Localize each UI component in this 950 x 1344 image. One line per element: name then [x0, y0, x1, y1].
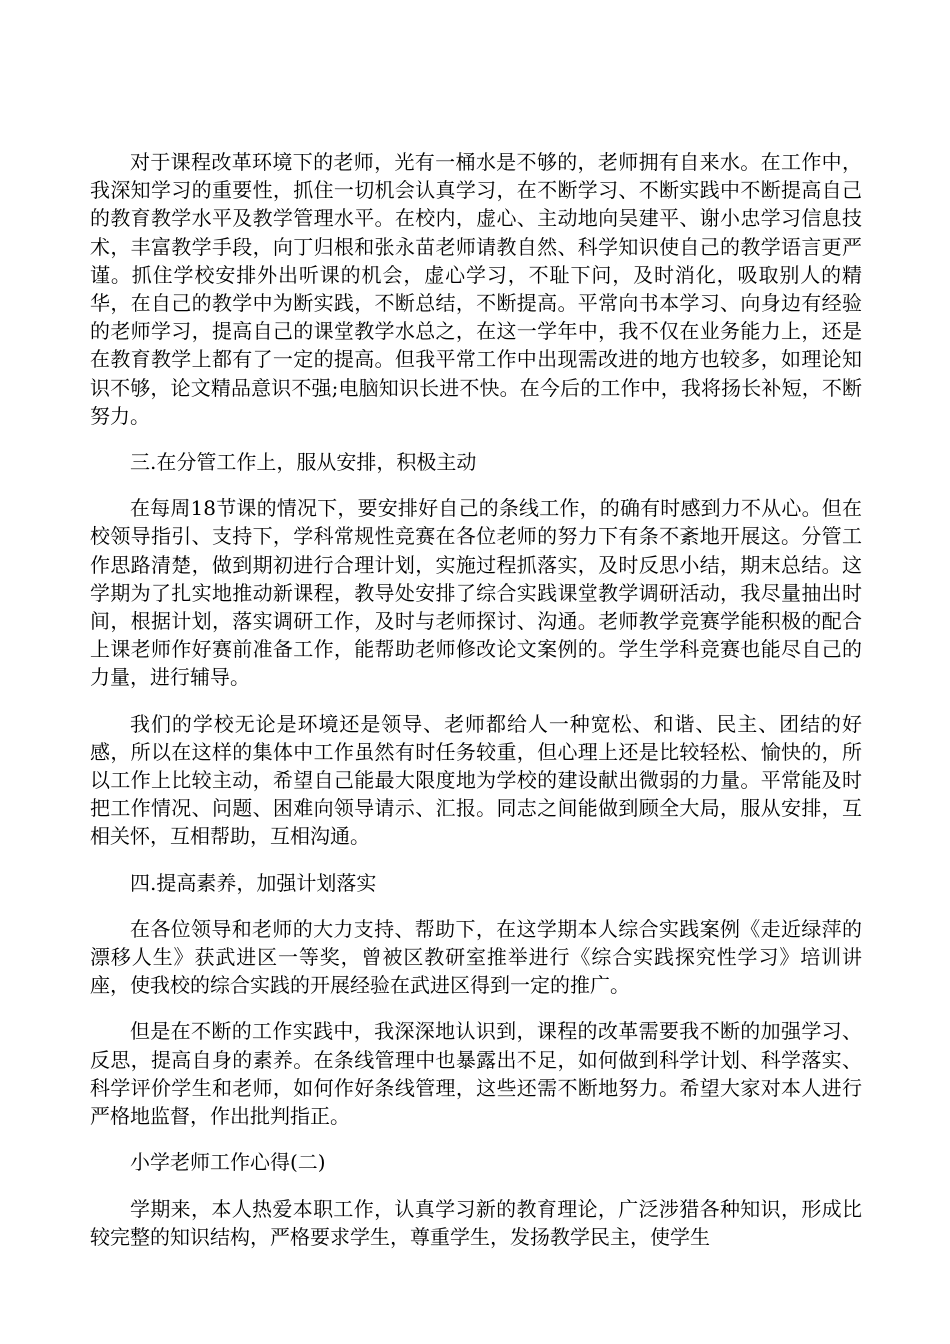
paragraph-award: 在各位领导和老师的大力支持、帮助下，在这学期本人综合实践案例《走近绿萍的漂移人生》获武进区一等奖，曾被区教研室推举进行《综合实践探究性学习》培训讲座，使我校的综合实践的开展经验在武进区得到一定的推广。	[90, 916, 862, 998]
paragraph-semester: 学期来，本人热爱本职工作，认真学习新的教育理论，广泛涉猎各种知识，形成比较完整的知识结构，严格要求学生，尊重学生，发扬教学民主，使学生	[90, 1196, 862, 1249]
section-heading-3: 三.在分管工作上，服从安排，积极主动	[130, 450, 477, 475]
document-body	[90, 148, 862, 1269]
paragraph-school: 我们的学校无论是环境还是领导、老师都给人一种宽松、和谐、民主、团结的好感，所以在这样的集体中工作虽然有时任务较重，但心理上还是比较轻松、愉快的，所以工作上比较主动，希望自己能最大限度地为学校的建设献出微弱的力量。平常能及时把工作情况、问题、困难向领导请示、汇报。同志之间能做到顾全大局，服从安排，互相关怀，互相帮助，互相沟通。	[90, 711, 862, 849]
paragraph-reflection: 但是在不断的工作实践中，我深深地认识到，课程的改革需要我不断的加强学习、反思，提高自身的素养。在条线管理中也暴露出不足，如何做到科学计划、科学落实、科学评价学生和老师，如何作好条线管理，这些还需不断地努力。希望大家对本人进行严格地监督，作出批判指正。	[90, 1019, 862, 1129]
section-heading-4: 四.提高素养，加强计划落实	[130, 870, 377, 895]
paragraph-learning: 对于课程改革环境下的老师，光有一桶水是不够的，老师拥有自来水。在工作中，我深知学习的重要性，抓住一切机会认真学习，在不断学习、不断实践中不断提高自己的教育教学水平及教学管理水平。在校内，虚心、主动地向吴建平、谢小忠学习信息技术，丰富教学手段，向丁归根和张永苗老师请教自然、科学知识使自己的教学语言更严谨。抓住学校安排外出听课的机会，虚心学习，不耻下问，及时消化，吸取别人的精华，在自己的教学中为断实践，不断总结，不断提高。平常向书本学习、向身边有经验的老师学习，提高自己的课堂教学水总之，在这一学年中，我不仅在业务能力上，还是在教育教学上都有了一定的提高。但我平常工作中出现需改进的地方也较多，如理论知识不够，论文精品意识不强;电脑知识长进不快。在今后的工作中，我将扬长补短，不断努力。	[90, 150, 862, 428]
section-heading-part2: 小学老师工作心得(二)	[130, 1150, 326, 1175]
paragraph-management: 在每周18节课的情况下，要安排好自己的条线工作，的确有时感到力不从心。但在校领导指引、支持下，学科常规性竞赛在各位老师的努力下有条不紊地开展这。分管工作思路清楚，做到期初进行合理计划，实施过程抓落实，及时反思小结，期末总结。这学期为了扎实地推动新课程，教导处安排了综合实践课堂教学调研活动，我尽量抽出时间，根据计划，落实调研工作，及时与老师探讨、沟通。老师教学竞赛学能积极的配合上课老师作好赛前准备工作，能帮助老师修改论文案例的。学生学科竞赛也能尽自己的力量，进行辅导。	[90, 496, 862, 690]
